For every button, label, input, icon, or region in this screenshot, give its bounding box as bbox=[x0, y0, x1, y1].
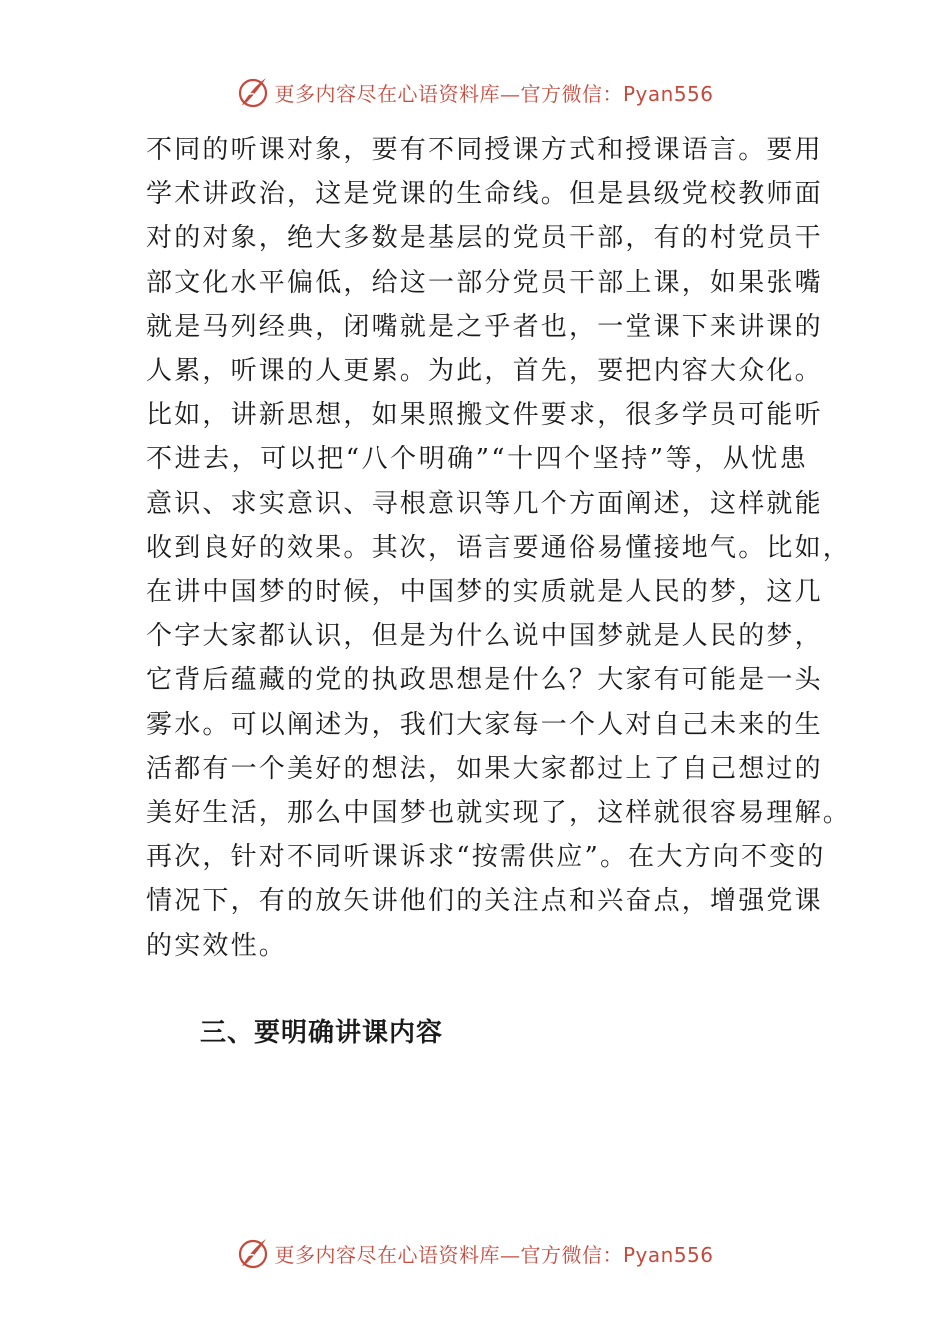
watermark-text: 更多内容尽在心语资料库—官方微信：Pyan556 bbox=[274, 81, 714, 106]
paragraph-line: 情况下，有的放矢讲他们的关注点和兴奋点，增强党课 bbox=[146, 886, 823, 917]
header-watermark bbox=[0, 72, 950, 112]
paragraph-line: 的实效性。 bbox=[146, 930, 288, 961]
body-paragraph bbox=[146, 128, 852, 968]
paragraph-line: 对的对象，绝大多数是基层的党员干部，有的村党员干 bbox=[146, 223, 823, 254]
paragraph-line: 不进去，可以把“八个明确”“十四个坚持”等，从忧患 bbox=[146, 444, 808, 475]
paragraph-line: 在讲中国梦的时候，中国梦的实质就是人民的梦，这几 bbox=[146, 577, 823, 608]
paragraph-line: 收到良好的效果。其次，语言要通俗易懂接地气。比如， bbox=[146, 532, 852, 563]
footer-watermark bbox=[0, 1233, 950, 1273]
paragraph-line: 美好生活，那么中国梦也就实现了，这样就很容易理解。 bbox=[146, 798, 852, 829]
paragraph-line: 它背后蕴藏的党的执政思想是什么？大家有可能是一头 bbox=[146, 665, 823, 696]
paragraph-line: 意识、求实意识、寻根意识等几个方面阐述，这样就能 bbox=[146, 488, 823, 519]
paragraph-line: 人累，听课的人更累。为此，首先，要把内容大众化。 bbox=[146, 356, 823, 387]
quill-seal-icon bbox=[236, 75, 270, 109]
paragraph-line: 部文化水平偏低，给这一部分党员干部上课，如果张嘴 bbox=[146, 267, 823, 298]
paragraph-line: 不同的听课对象，要有不同授课方式和授课语言。要用 bbox=[146, 135, 823, 165]
quill-seal-icon bbox=[236, 1236, 270, 1270]
paragraph-line: 个字大家都认识，但是为什么说中国梦就是人民的梦， bbox=[146, 621, 823, 652]
section-heading: 三、要明确讲课内容 bbox=[200, 1018, 444, 1048]
paragraph-line: 就是马列经典，闭嘴就是之乎者也，一堂课下来讲课的 bbox=[146, 311, 823, 342]
paragraph-line: 学术讲政治，这是党课的生命线。但是县级党校教师面 bbox=[146, 179, 823, 210]
document-body bbox=[146, 128, 852, 968]
watermark-text: 更多内容尽在心语资料库—官方微信：Pyan556 bbox=[274, 1242, 714, 1267]
paragraph-line: 再次，针对不同听课诉求“按需供应”。在大方向不变的 bbox=[146, 842, 826, 873]
paragraph-line: 活都有一个美好的想法，如果大家都过上了自己想过的 bbox=[146, 753, 823, 784]
paragraph-line: 雾水。可以阐述为，我们大家每一个人对自己未来的生 bbox=[146, 709, 823, 740]
paragraph-line: 比如，讲新思想，如果照搬文件要求，很多学员可能听 bbox=[146, 400, 823, 431]
